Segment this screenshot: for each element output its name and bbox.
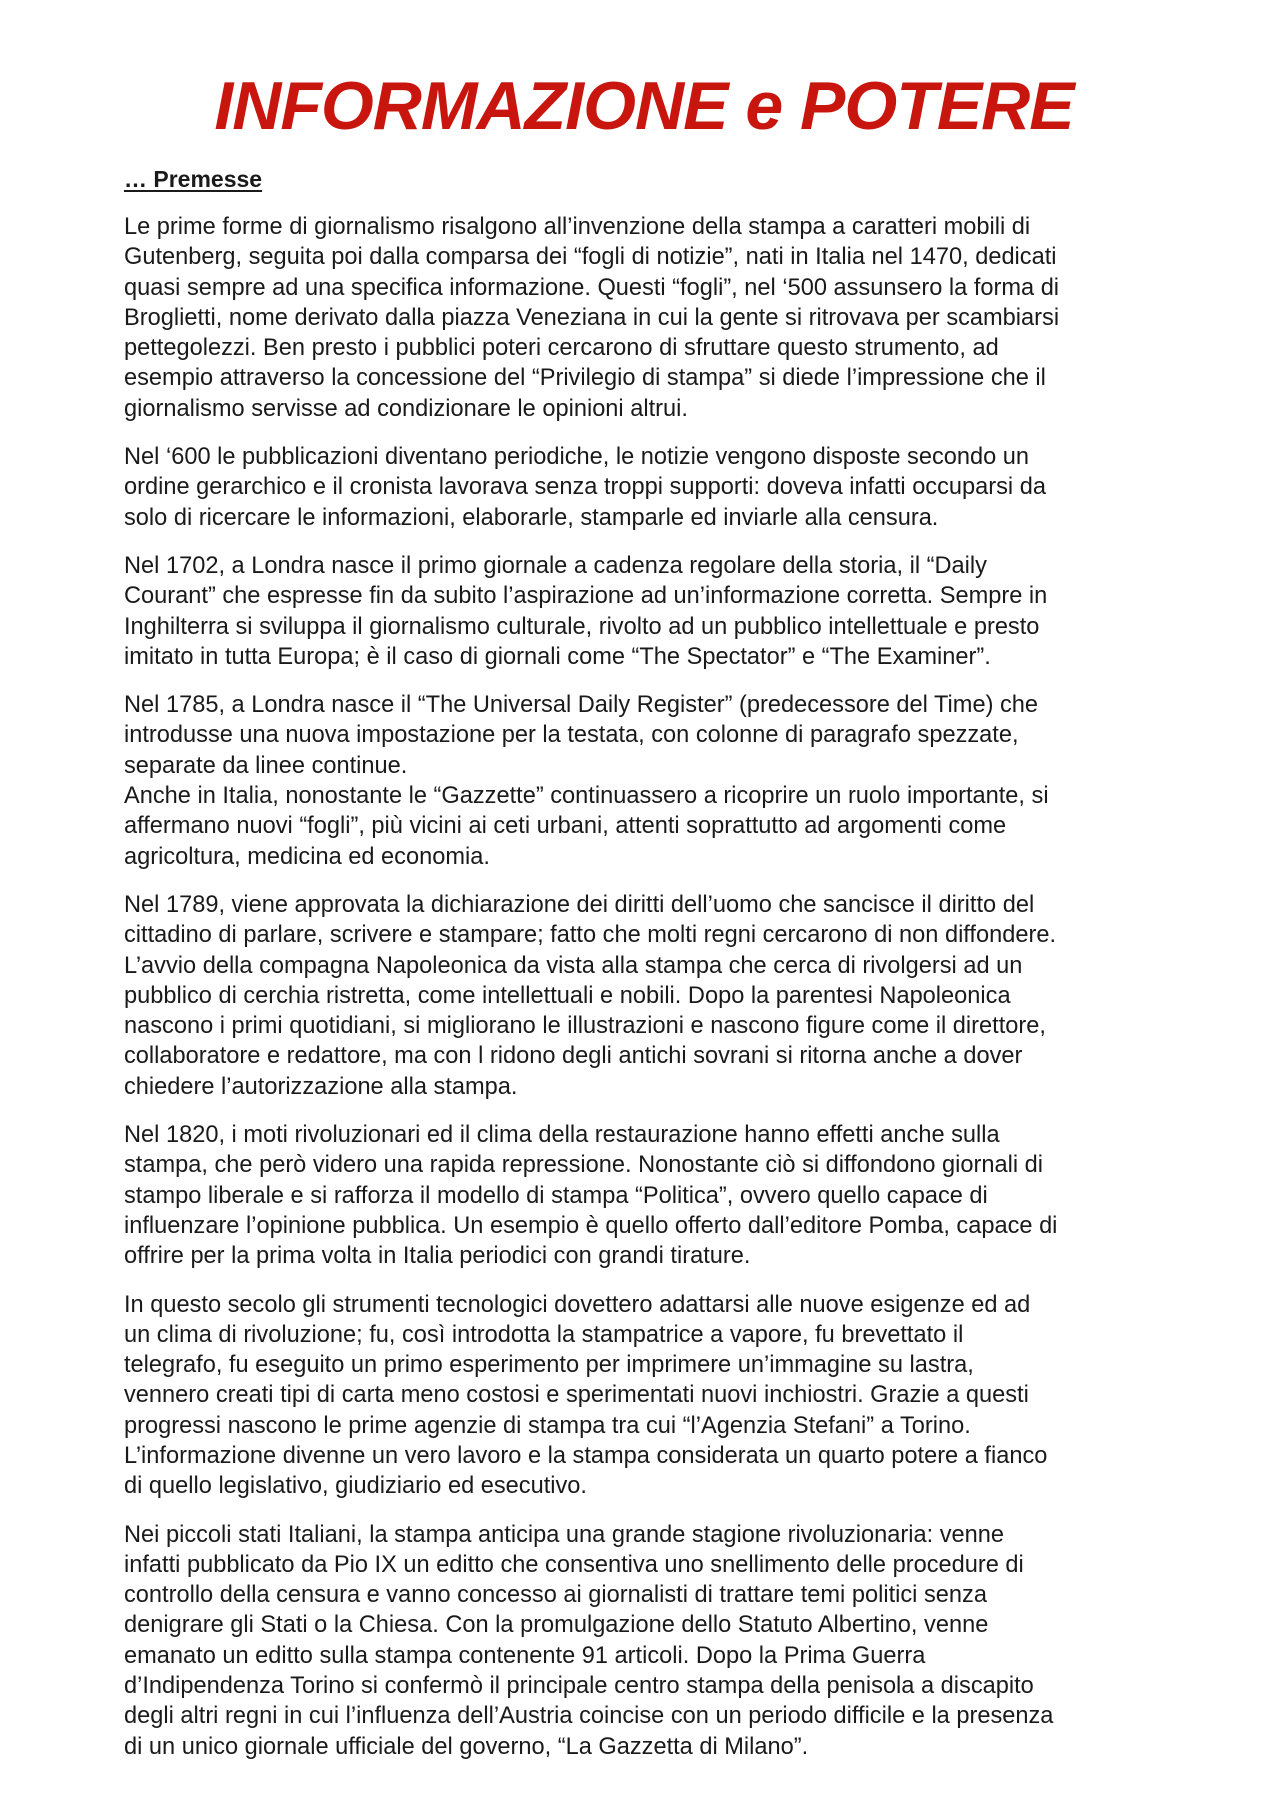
paragraph-line: separate da linee continue. — [124, 752, 408, 779]
paragraph-line: Courant” che espresse fin da subito l’aspirazione ad un’informazione corretta. Sempre in — [124, 583, 1048, 610]
paragraph-line: collaboratore e redattore, ma con l ridono degli antichi sovrani si ritorna anche a dover — [124, 1043, 1023, 1070]
paragraph-line: In questo secolo gli strumenti tecnologici dovettero adattarsi alle nuove esigenze ed ad — [124, 1291, 1031, 1318]
paragraph — [124, 690, 1164, 872]
paragraph-line: emanato un editto sulla stampa contenente 91 articoli. Dopo la Prima Guerra — [124, 1642, 926, 1669]
paragraph-line: L’avvio della compagna Napoleonica da vista alla stampa che cerca di rivolgersi ad un — [124, 952, 1023, 979]
paragraph-line: Nei piccoli stati Italiani, la stampa anticipa una grande stagione rivoluzionaria: venne — [124, 1521, 1005, 1548]
paragraph-line: L’informazione divenne un vero lavoro e la stampa considerata un quarto potere a fianco — [124, 1442, 1048, 1469]
paragraph-line: pubblico di cerchia ristretta, come intellettuali e nobili. Dopo la parentesi Napoleonica — [124, 982, 1011, 1009]
paragraph-line: telegrafo, fu eseguito un primo esperimento per imprimere un’immagine su lastra, — [124, 1352, 974, 1379]
paragraph-line: offrire per la prima volta in Italia periodici con grandi tirature. — [124, 1243, 751, 1270]
paragraph-line: Le prime forme di giornalismo risalgono all’invenzione della stampa a caratteri mobili di — [124, 214, 1031, 240]
paragraph-line: pettegolezzi. Ben presto i pubblici poteri cercarono di sfruttare questo strumento, ad — [124, 335, 999, 362]
paragraph-line: infatti pubblicato da Pio IX un editto che consentiva uno snellimento delle procedure di — [124, 1551, 1024, 1578]
paragraph-line: imitato in tutta Europa; è il caso di giornali come “The Spectator” e “The Examiner”. — [124, 643, 991, 670]
paragraph-line: vennero creati tipi di carta meno costosi e sperimentati nuovi inchiostri. Grazie a questi — [124, 1382, 1029, 1409]
paragraph-line: di un unico giornale ufficiale del governo, “La Gazzetta di Milano”. — [124, 1733, 809, 1760]
section-heading: … Premesse — [124, 166, 263, 192]
paragraph-line: controllo della censura e vanno concesso ai giornalisti di trattare temi politici senza — [124, 1582, 987, 1609]
paragraph-line: di quello legislativo, giudiziario ed esecutivo. — [124, 1473, 587, 1500]
paragraph-line: introdusse una nuova impostazione per la testata, con colonne di paragrafo spezzate, — [124, 722, 1019, 749]
paragraph — [124, 442, 1164, 533]
paragraph-line: progressi nascono le prime agenzie di stampa tra cui “l’Agenzia Stefani” a Torino. — [124, 1412, 971, 1439]
paragraph-line: Gutenberg, seguita poi dalla comparsa dei “fogli di notizie”, nati in Italia nel 1470, dedicati — [124, 244, 1057, 271]
paragraph — [124, 1290, 1164, 1502]
paragraph-line: agricoltura, medicina ed economia. — [124, 843, 490, 870]
paragraph-line: Nel 1820, i moti rivoluzionari ed il clima della restaurazione hanno effetti anche sulla — [124, 1122, 1000, 1149]
paragraph-line: cittadino di parlare, scrivere e stampare; fatto che molti regni cercarono di non diffondere. — [124, 922, 1057, 949]
paragraph-line: stampo liberale e si rafforza il modello di stampa “Politica”, ovvero quello capace di — [124, 1182, 988, 1209]
paragraph-line: influenzare l’opinione pubblica. Un esempio è quello offerto dall’editore Pomba, capace di — [124, 1212, 1058, 1239]
paragraph-line: Nel ‘600 le pubblicazioni diventano periodiche, le notizie vengono disposte secondo un — [124, 444, 1030, 471]
paragraph-line: denigrare gli Stati o la Chiesa. Con la promulgazione dello Statuto Albertino, venne — [124, 1612, 989, 1639]
document-title: INFORMAZIONE e POTERE — [214, 68, 1074, 144]
paragraph-line: Nel 1702, a Londra nasce il primo giornale a cadenza regolare della storia, il “Daily — [124, 552, 987, 579]
paragraph-line: Inghilterra si sviluppa il giornalismo culturale, rivolto ad un pubblico intellettuale e presto — [124, 613, 1040, 640]
paragraph-line: solo di ricercare le informazioni, elaborarle, stamparle ed inviarle alla censura. — [124, 504, 939, 531]
paragraph-line: degli altri regni in cui l’influenza dell’Austria coincise con un periodo difficile e la presenza — [124, 1703, 1054, 1730]
paragraph-line: d’Indipendenza Torino si confermò il principale centro stampa della penisola a discapito — [124, 1673, 1034, 1700]
paragraph-line: Broglietti, nome derivato dalla piazza Veneziana in cui la gente si ritrovava per scambiarsi — [124, 304, 1060, 331]
paragraph — [124, 1120, 1164, 1271]
paragraph-line: quasi sempre ad una specifica informazione. Questi “fogli”, nel ‘500 assunsero la forma di — [124, 274, 1060, 301]
paragraph-line: Nel 1785, a Londra nasce il “The Universal Daily Register” (predecessore del Time) che — [124, 692, 1039, 719]
document-body — [124, 212, 1164, 1762]
paragraph — [124, 212, 1164, 424]
paragraph-line: esempio attraverso la concessione del “Privilegio di stampa” si diede l’impressione che il — [124, 365, 1046, 392]
paragraph-line: Anche in Italia, nonostante le “Gazzette” continuassero a ricoprire un ruolo importante, si — [124, 783, 1049, 810]
paragraph-line: nascono i primi quotidiani, si migliorano le illustrazioni e nascono figure come il direttore, — [124, 1013, 1046, 1040]
paragraph — [124, 1520, 1164, 1762]
paragraph — [124, 551, 1164, 672]
paragraph-line: stampa, che però videro una rapida repressione. Nonostante ciò si diffondono giornali di — [124, 1152, 1043, 1179]
paragraph-line: giornalismo servisse ad condizionare le opinioni altrui. — [124, 395, 688, 422]
paragraph-line: affermano nuovi “fogli”, più vicini ai ceti urbani, attenti soprattutto ad argomenti come — [124, 813, 1007, 840]
paragraph-line: chiedere l’autorizzazione alla stampa. — [124, 1073, 518, 1100]
paragraph-line: Nel 1789, viene approvata la dichiarazione dei diritti dell’uomo che sancisce il diritto del — [124, 891, 1035, 918]
paragraph-line: un clima di rivoluzione; fu, così introdotta la stampatrice a vapore, fu brevettato il — [124, 1321, 964, 1348]
paragraph-line: ordine gerarchico e il cronista lavorava senza troppi supporti: doveva infatti occuparsi da — [124, 474, 1046, 501]
paragraph — [124, 890, 1164, 1102]
